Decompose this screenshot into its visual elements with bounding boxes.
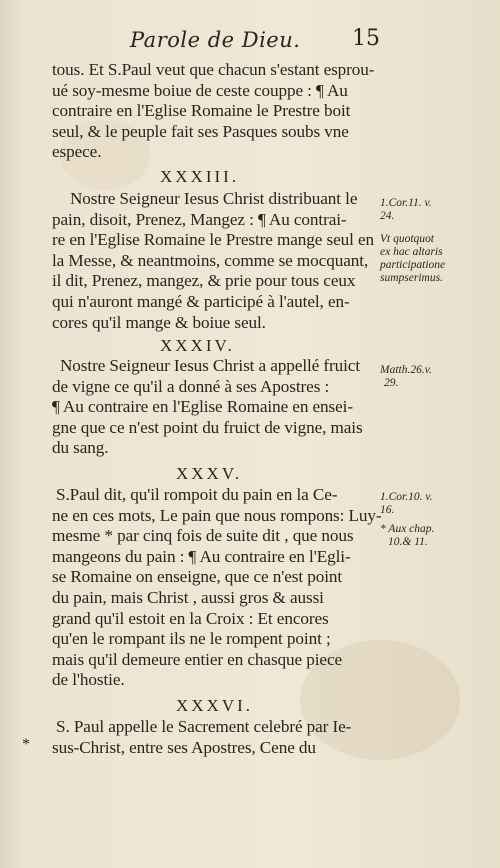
paragraph-continuation [52, 60, 378, 163]
text-line: pain, disoit, Prenez, Mangez : ¶ Au contrai- [52, 209, 347, 229]
paragraph-xxxiv [52, 356, 378, 459]
paragraph-xxxvi [52, 717, 378, 758]
text-line: re en l'Eglise Romaine le Prestre mange seul en [52, 230, 374, 250]
text-line: il dit, Prenez, mangez, & prie pour tous ceux [52, 271, 356, 291]
margin-asterisk: * [22, 736, 30, 753]
section-number: XXXVI. [176, 696, 254, 715]
text-line: gne que ce n'est point du fruict de vigne, mais [52, 417, 363, 437]
text-line: S. Paul appelle le Sacrement celebré par Ie- [56, 717, 352, 736]
margin-line: 1.Cor.10. v. [380, 491, 433, 503]
margin-line: 1.Cor.11. v. [380, 197, 432, 209]
text-line: se Romaine on enseigne, que ce n'est point [52, 567, 343, 587]
text-line: grand qu'il estoit en la Croix : Et encores [52, 608, 329, 628]
text-line: la Messe, & neantmoins, comme se mocquant, [52, 250, 369, 270]
text-line: du pain, mais Christ , aussi gros & aussi [52, 587, 324, 607]
text-line: mangeons du pain : ¶ Au contraire en l'Egli- [52, 546, 351, 566]
running-title: Parole de Dieu. [130, 28, 301, 52]
margin-line: * Aux chap. [380, 523, 435, 535]
paragraph-xxxv [52, 485, 382, 691]
margin-line: 24. [380, 210, 395, 222]
margin-line: participatione [380, 259, 446, 271]
margin-line: sumpserimus. [380, 272, 443, 284]
text-line: Nostre Seigneur Iesus Christ a appellé fruict [60, 356, 361, 375]
section-number: XXXV. [176, 464, 243, 483]
section-number: XXXIV. [160, 336, 235, 355]
text-line: seul, & le peuple fait ses Pasques soubs vne [52, 121, 349, 141]
text-line: tous. Et S.Paul veut que chacun s'estant esprou- [52, 60, 375, 79]
margin-line: 16. [380, 504, 395, 516]
text-line: espece. [52, 142, 102, 162]
text-line: cores qu'il mange & boiue seul. [52, 312, 266, 332]
text-line: de vigne ce qu'il a donné à ses Apostres : [52, 376, 330, 396]
margin-line: Vt quotquot [380, 233, 434, 245]
text-line: qui n'auront mangé & participé à l'autel, en- [52, 291, 350, 311]
text-line: mais qu'il demeure entier en chasque piece [52, 649, 343, 669]
margin-line: 10.& 11. [388, 536, 428, 548]
margin-line: ex hac altaris [380, 246, 443, 258]
text-line: mesme * par cinq fois de suite dit , que nous [52, 526, 354, 546]
text-line: Nostre Seigneur Iesus Christ distribuant le [70, 189, 358, 208]
text-line: du sang. [52, 438, 109, 458]
text-line: ne en ces mots, Le pain que nous rompons: Luy- [52, 505, 382, 525]
margin-note [380, 197, 470, 285]
text-line: sus-Christ, entre ses Apostres, Cene du [52, 737, 316, 757]
margin-note [380, 491, 470, 549]
text-line: ¶ Au contraire en l'Eglise Romaine en ensei- [52, 397, 353, 417]
margin-line: 29. [384, 377, 399, 389]
text-line: contraire en l'Eglise Romaine le Prestre boit [52, 101, 351, 121]
page-number: 15 [352, 26, 380, 51]
paragraph-xxxiii [52, 189, 378, 333]
margin-note [380, 364, 470, 390]
text-line: S.Paul dit, qu'il rompoit du pain en la Ce- [56, 485, 338, 504]
text-line: qu'en le rompant ils ne le rompent point ; [52, 629, 331, 649]
section-number: XXXIII. [160, 167, 240, 186]
text-line: ué soy-mesme boiue de ceste couppe : ¶ Au [52, 80, 348, 100]
text-line: de l'hostie. [52, 670, 125, 690]
margin-line: Matth.26.v. [380, 364, 432, 376]
